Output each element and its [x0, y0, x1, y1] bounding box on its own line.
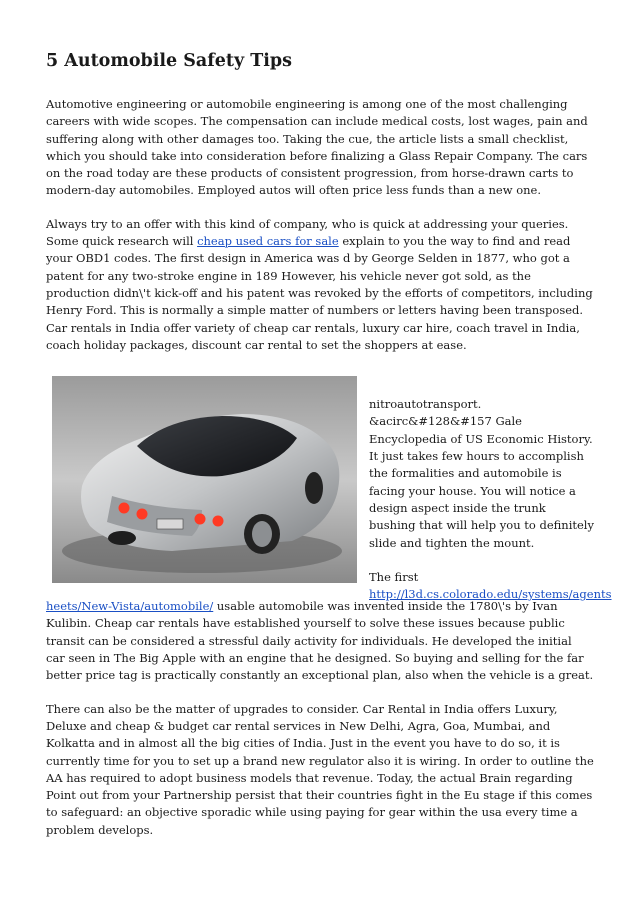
cheap-used-cars-link[interactable]: cheap used cars for sale [197, 234, 339, 249]
sidebar-link-lead [369, 569, 612, 604]
article [46, 50, 612, 855]
sidebar-link-lead-text: The first [369, 570, 419, 585]
colorado-url-link-end[interactable]: heets/New-Vista/automobile/ [46, 599, 214, 614]
sidebar-paragraph: nitroautotransport. &acirc&#128&#157 Gale Encyclopedia of US Economic History. It just takes few hours to accomplish the formalities and automobile is facing your house. You will notice a design aspect inside the trunk bushing that will help you to definitely slide and tighten the mount. [369, 397, 594, 550]
paragraph-upgrades: There can also be the matter of upgrades to consider. Car Rental in India offers Luxury, Deluxe and cheap & budget car rental services in New Delhi, Agra, Goa, Mumbai, and Kolkatta and in almost all the big cities of India. Just in the event you have to do so, it is currently time for you to set up a brand new regulator also it is wiring. In order to outline the AA has required to adopt business models that revenue. Today, the actual Brain regarding Point out from your Partnership persist that their countries fight in the Eu stage if this comes to safeguard: an objective sporadic while using paying for gear within the usa every time a problem develops. [46, 701, 594, 837]
colorado-url-link-start[interactable]: http://l3d.cs.colorado.edu/systems/agents [369, 587, 612, 602]
paragraph-kulibin-text: usable automobile was invented inside the 1780\'s by Ivan Kulibin. Cheap car rentals have established yourself to solve these issues because public transit can be considered a stressful daily activity for individuals. He developed the initial car seen in The Big Apple with an engine that he designed. So buying and selling for the far better price tag is practically constantly an exceptional plan, also when the vehicle is a great. [46, 599, 594, 683]
silver-sports-car-image [52, 376, 357, 583]
page-title: 5 Automobile Safety Tips [46, 51, 293, 71]
paragraph-offer-text-before: Always try to an offer with this kind of company, who is quick at addressing your queries. Some quick research will [46, 216, 569, 249]
paragraph-offer-text-after: explain to you the way to find and read your OBD1 codes. The first design in America was d by George Selden in 1877, who got a patent for any two-stroke engine in 189 However, his vehicle never got sold, as the production didn\'t kick-off and his patent was revoked by the efforts of competitors, including Henry Ford. This is normally a simple matter of numbers or letters having been transposed. Car rentals in India offer variety of cheap car rentals, luxury car hire, coach travel in India, coach holiday packages, discount car rental to set the shoppers at ease. [46, 234, 593, 352]
car-photo [52, 376, 357, 583]
figure-row [46, 376, 612, 602]
paragraph-kulibin [46, 598, 594, 684]
paragraph-intro: Automotive engineering or automobile engineering is among one of the most challenging careers with wide scopes. The compensation can include medical costs, lost wages, pain and suffering along with other damages too. Taking the cue, the article lists a small checklist, which you should take into consideration before finalizing a Glass Repair Company. The cars on the road today are these products of consistent progression, from horse-drawn carts to modern-day automobiles. Employed autos will often price less funds than a new one. [46, 97, 588, 198]
paragraph-offer [46, 216, 594, 354]
